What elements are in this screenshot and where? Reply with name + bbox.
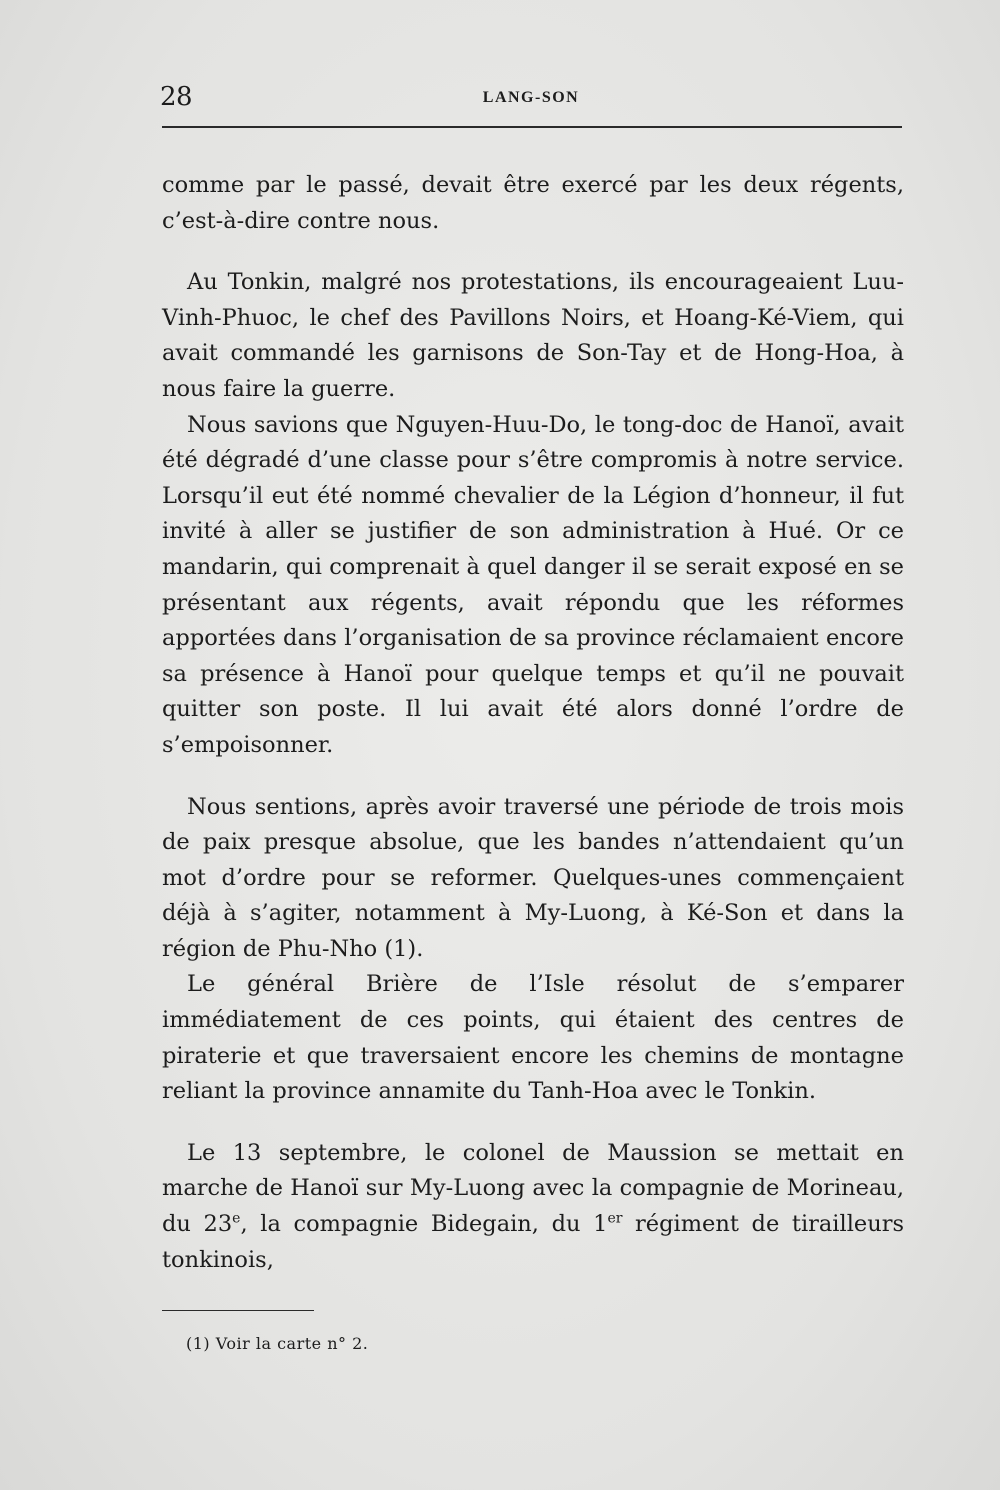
paragraph-text: , la compagnie Bidegain, du 1 [240,1211,608,1238]
paragraph: Au Tonkin, malgré nos protestations, ils encourageaient Luu-Vinh-Phuoc, le chef des Pavillons Noirs, et Hoang-Ké-Viem, qui avait commandé les garnisons de Son-Tay et de Hong-Hoa, à nous faire la guerre. [162,269,904,402]
paragraph: Nous savions que Nguyen-Huu-Do, le tong-doc de Hanoï, avait été dégradé d’une classe pour s’être compromis à notre service. Lorsqu’il eut été nommé chevalier de la Légion d’honneur, il fut invité à aller se justifier de son administration à Hué. Or ce mandarin, qui comprenait à quel danger il se serait exposé en se présentant aux régents, avait répondu que les réformes apportées dans l’organisation de sa province réclamaient encore sa présence à Hanoï pour quelque temps et qu’il ne pouvait quitter son poste. Il lui avait été alors donné l’ordre de s’empoisonner. [162,411,904,758]
superscript: e [232,1210,241,1227]
footnote: (1) Voir la carte n° 2. [186,1334,369,1353]
footnote-rule [162,1310,314,1311]
body-text [162,168,904,1278]
paragraph-text: Le 13 septembre, le colonel de Maussion se mettait en marche de Hanoï sur My-Luong avec la compagnie de Morineau, du 23 [162,1139,904,1238]
page-header [160,82,902,122]
paragraph-text: régiment de tirailleurs tonkinois, [162,1211,905,1273]
superscript: er [607,1210,623,1227]
header-rule [162,126,902,128]
running-title: LANG-SON [482,89,580,106]
paragraph: Le général Brière de l’Isle résolut de s’emparer immédiatement de ces points, qui étaient des centres de piraterie et que traversaient encore les chemins de montagne reliant la province annamite du Tanh-Hoa avec le Tonkin. [162,971,904,1105]
page-number: 28 [160,82,193,112]
paragraph-continuation: comme par le passé, devait être exercé par les deux régents, c’est-à-dire contre nous. [162,172,904,234]
paragraph: Nous sentions, après avoir traversé une période de trois mois de paix presque absolue, que les bandes n’attendaient qu’un mot d’ordre pour se reformer. Quelques-unes commençaient déjà à s’agiter, notamment à My-Luong, à Ké-Son et dans la région de Phu-Nho (1). [162,793,904,962]
paragraph [162,1136,904,1278]
